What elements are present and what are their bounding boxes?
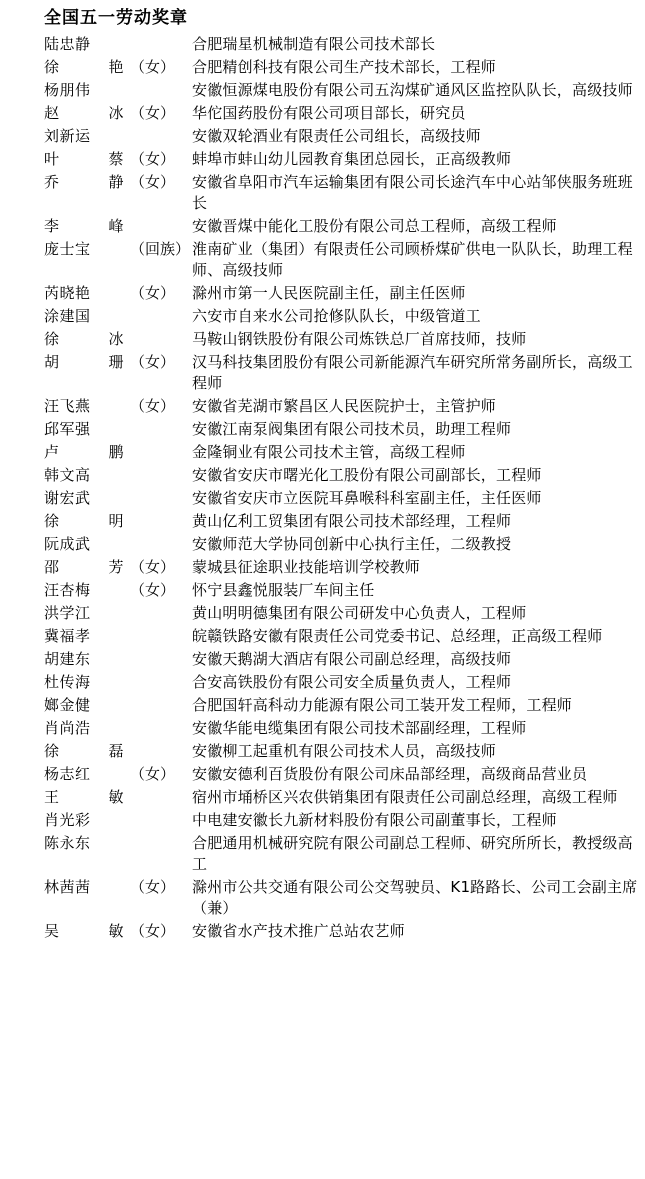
recipient-note: （女） — [130, 558, 176, 577]
recipient-note — [130, 787, 192, 810]
table-row — [44, 833, 639, 877]
recipient-note: （女） — [130, 150, 176, 169]
recipient-affiliation: 汉马科技集团股份有限公司新能源汽车研究所常务副所长，高级工程师 — [192, 353, 633, 393]
recipient-name: 徐 艳 — [44, 58, 124, 77]
table-row — [44, 718, 639, 741]
recipient-affiliation: 安徽省阜阳市汽车运输集团有限公司长途汽车中心站邹侠服务班班长 — [192, 173, 633, 213]
recipient-note — [130, 741, 192, 764]
recipient-name: 李 峰 — [44, 217, 124, 236]
recipient-name: 杨志红 — [44, 765, 91, 784]
table-row — [44, 557, 639, 580]
recipient-affiliation: 安徽安德利百货股份有限公司床品部经理，高级商品营业员 — [192, 765, 588, 784]
recipient-affiliation: 蒙城县征途职业技能培训学校教师 — [192, 558, 421, 577]
recipient-name: 王 敏 — [44, 788, 124, 807]
table-row — [44, 626, 639, 649]
recipient-note — [130, 329, 192, 352]
table-row — [44, 396, 639, 419]
recipient-note: （女） — [130, 104, 176, 123]
recipient-note — [130, 34, 192, 57]
recipient-affiliation: 黄山亿利工贸集团有限公司技术部经理，工程师 — [192, 512, 512, 531]
recipient-affiliation: 合肥精创科技有限公司生产技术部长，工程师 — [192, 58, 497, 77]
table-row — [44, 306, 639, 329]
table-row — [44, 810, 639, 833]
recipient-name: 洪学江 — [44, 604, 91, 623]
recipient-note: （回族） — [130, 240, 191, 259]
table-row — [44, 534, 639, 557]
recipient-note: （女） — [130, 173, 176, 192]
recipient-affiliation: 怀宁县鑫悦服装厂车间主任 — [192, 581, 375, 600]
recipient-name: 韩文高 — [44, 466, 91, 485]
recipient-name: 胡 珊 — [44, 353, 124, 372]
table-row — [44, 352, 639, 396]
recipient-note — [130, 511, 192, 534]
recipient-note — [130, 695, 192, 718]
table-row — [44, 877, 639, 921]
recipient-name: 陆忠静 — [44, 35, 91, 54]
recipient-affiliation: 宿州市埇桥区兴农供销集团有限责任公司副总经理，高级工程师 — [192, 788, 618, 807]
recipient-name: 吴 敏 — [44, 922, 124, 941]
recipient-affiliation: 滁州市公共交通有限公司公交驾驶员、K1路路长、公司工会副主席（兼） — [192, 878, 638, 918]
table-row — [44, 34, 639, 57]
recipient-name: 叶 蔡 — [44, 150, 124, 169]
recipient-name: 赵 冰 — [44, 104, 124, 123]
recipient-affiliation: 合肥国轩高科动力能源有限公司工装开发工程师，工程师 — [192, 696, 573, 715]
recipient-affiliation: 安徽天鹅湖大酒店有限公司副总经理，高级技师 — [192, 650, 512, 669]
table-row — [44, 216, 639, 239]
recipient-affiliation: 淮南矿业（集团）有限责任公司顾桥煤矿供电一队队长，助理工程师、高级技师 — [192, 240, 633, 280]
recipient-note — [130, 442, 192, 465]
recipient-name: 徐 磊 — [44, 742, 124, 761]
recipient-name: 邱军强 — [44, 420, 91, 439]
table-row — [44, 921, 639, 944]
table-row — [44, 488, 639, 511]
recipient-name: 肖尚浩 — [44, 719, 91, 738]
recipient-note: （女） — [130, 353, 176, 372]
table-row — [44, 695, 639, 718]
recipient-name: 杜传海 — [44, 673, 91, 692]
table-row — [44, 580, 639, 603]
recipient-note — [130, 216, 192, 239]
recipient-affiliation: 安徽省安庆市立医院耳鼻喉科科室副主任，主任医师 — [192, 489, 542, 508]
recipient-affiliation: 蚌埠市蚌山幼儿园教育集团总园长，正高级教师 — [192, 150, 512, 169]
recipient-note: （女） — [130, 397, 176, 416]
recipient-affiliation: 安徽晋煤中能化工股份有限公司总工程师，高级工程师 — [192, 217, 557, 236]
recipient-name: 林茜茜 — [44, 878, 91, 897]
table-row — [44, 419, 639, 442]
recipient-name: 汪飞燕 — [44, 397, 91, 416]
table-row — [44, 787, 639, 810]
recipient-affiliation: 华佗国药股份有限公司项目部长，研究员 — [192, 104, 466, 123]
recipient-name: 涂建国 — [44, 307, 91, 326]
recipient-name: 谢宏武 — [44, 489, 91, 508]
recipient-affiliation: 安徽华能电缆集团有限公司技术部副经理，工程师 — [192, 719, 527, 738]
recipient-affiliation: 滁州市第一人民医院副主任，副主任医师 — [192, 284, 466, 303]
recipient-note: （女） — [130, 878, 176, 897]
table-row — [44, 672, 639, 695]
table-row — [44, 103, 639, 126]
recipient-name: 庞士宝 — [44, 240, 91, 259]
recipient-note — [130, 306, 192, 329]
recipient-note — [130, 465, 192, 488]
table-row — [44, 764, 639, 787]
recipient-note — [130, 488, 192, 511]
recipient-note — [130, 626, 192, 649]
table-row — [44, 329, 639, 352]
recipient-name: 胡建东 — [44, 650, 91, 669]
recipient-affiliation: 六安市自来水公司抢修队队长，中级管道工 — [192, 307, 481, 326]
recipient-name: 陈永东 — [44, 834, 91, 853]
recipient-note — [130, 419, 192, 442]
recipient-note — [130, 603, 192, 626]
recipient-affiliation: 安徽江南泵阀集团有限公司技术员，助理工程师 — [192, 420, 512, 439]
recipient-name: 刘新运 — [44, 127, 91, 146]
recipient-name: 徐 冰 — [44, 330, 124, 349]
recipient-note — [130, 810, 192, 833]
table-row — [44, 172, 639, 216]
recipient-name: 肖光彩 — [44, 811, 91, 830]
recipient-affiliation: 黄山明明德集团有限公司研发中心负责人，工程师 — [192, 604, 527, 623]
recipient-name: 杨朋伟 — [44, 81, 91, 100]
recipient-affiliation: 安徽恒源煤电股份有限公司五沟煤矿通风区监控队队长，高级技师 — [192, 81, 633, 100]
table-row — [44, 80, 639, 103]
table-row — [44, 149, 639, 172]
recipient-affiliation: 安徽双轮酒业有限责任公司组长，高级技师 — [192, 127, 481, 146]
recipient-affiliation: 合安高铁股份有限公司安全质量负责人，工程师 — [192, 673, 512, 692]
recipient-name: 卢 鹏 — [44, 443, 124, 462]
table-row — [44, 603, 639, 626]
table-row — [44, 465, 639, 488]
recipient-affiliation: 安徽省芜湖市繁昌区人民医院护士，主管护师 — [192, 397, 497, 416]
recipient-name: 芮晓艳 — [44, 284, 91, 303]
recipient-name: 阮成武 — [44, 535, 91, 554]
table-row — [44, 649, 639, 672]
recipient-affiliation: 皖赣铁路安徽有限责任公司党委书记、总经理，正高级工程师 — [192, 627, 603, 646]
recipient-name: 徐 明 — [44, 512, 124, 531]
recipient-note: （女） — [130, 922, 176, 941]
recipient-note: （女） — [130, 284, 176, 303]
table-row — [44, 511, 639, 534]
recipient-affiliation: 安徽柳工起重机有限公司技术人员，高级技师 — [192, 742, 497, 761]
table-row — [44, 283, 639, 306]
recipient-note — [130, 80, 192, 103]
recipient-note — [130, 649, 192, 672]
recipient-affiliation: 安徽省安庆市曙光化工股份有限公司副部长，工程师 — [192, 466, 542, 485]
recipient-note: （女） — [130, 581, 176, 600]
recipient-name: 嫏金健 — [44, 696, 91, 715]
recipient-affiliation: 中电建安徽长九新材料股份有限公司副董事长，工程师 — [192, 811, 557, 830]
recipient-name: 汪杏梅 — [44, 581, 91, 600]
recipient-note — [130, 718, 192, 741]
table-row — [44, 57, 639, 80]
recipient-name: 邵 芳 — [44, 558, 124, 577]
recipient-note: （女） — [130, 765, 176, 784]
recipient-affiliation: 金隆铜业有限公司技术主管，高级工程师 — [192, 443, 466, 462]
table-row — [44, 442, 639, 465]
award-recipients-table — [44, 34, 639, 944]
page-title: 全国五一劳动奖章 — [44, 8, 188, 28]
table-row — [44, 741, 639, 764]
recipient-note — [130, 672, 192, 695]
recipient-affiliation: 合肥瑞星机械制造有限公司技术部长 — [192, 35, 436, 54]
recipient-note — [130, 126, 192, 149]
table-row — [44, 126, 639, 149]
recipient-affiliation: 马鞍山钢铁股份有限公司炼铁总厂首席技师，技师 — [192, 330, 527, 349]
recipient-note: （女） — [130, 58, 176, 77]
recipient-affiliation: 安徽师范大学协同创新中心执行主任，二级教授 — [192, 535, 512, 554]
recipient-note — [130, 833, 192, 877]
recipient-affiliation: 合肥通用机械研究院有限公司副总工程师、研究所所长，教授级高工 — [192, 834, 633, 874]
recipient-note — [130, 534, 192, 557]
recipient-name: 冀福孝 — [44, 627, 91, 646]
recipient-name: 乔 静 — [44, 173, 124, 192]
recipient-affiliation: 安徽省水产技术推广总站农艺师 — [192, 922, 405, 941]
table-row — [44, 239, 639, 283]
